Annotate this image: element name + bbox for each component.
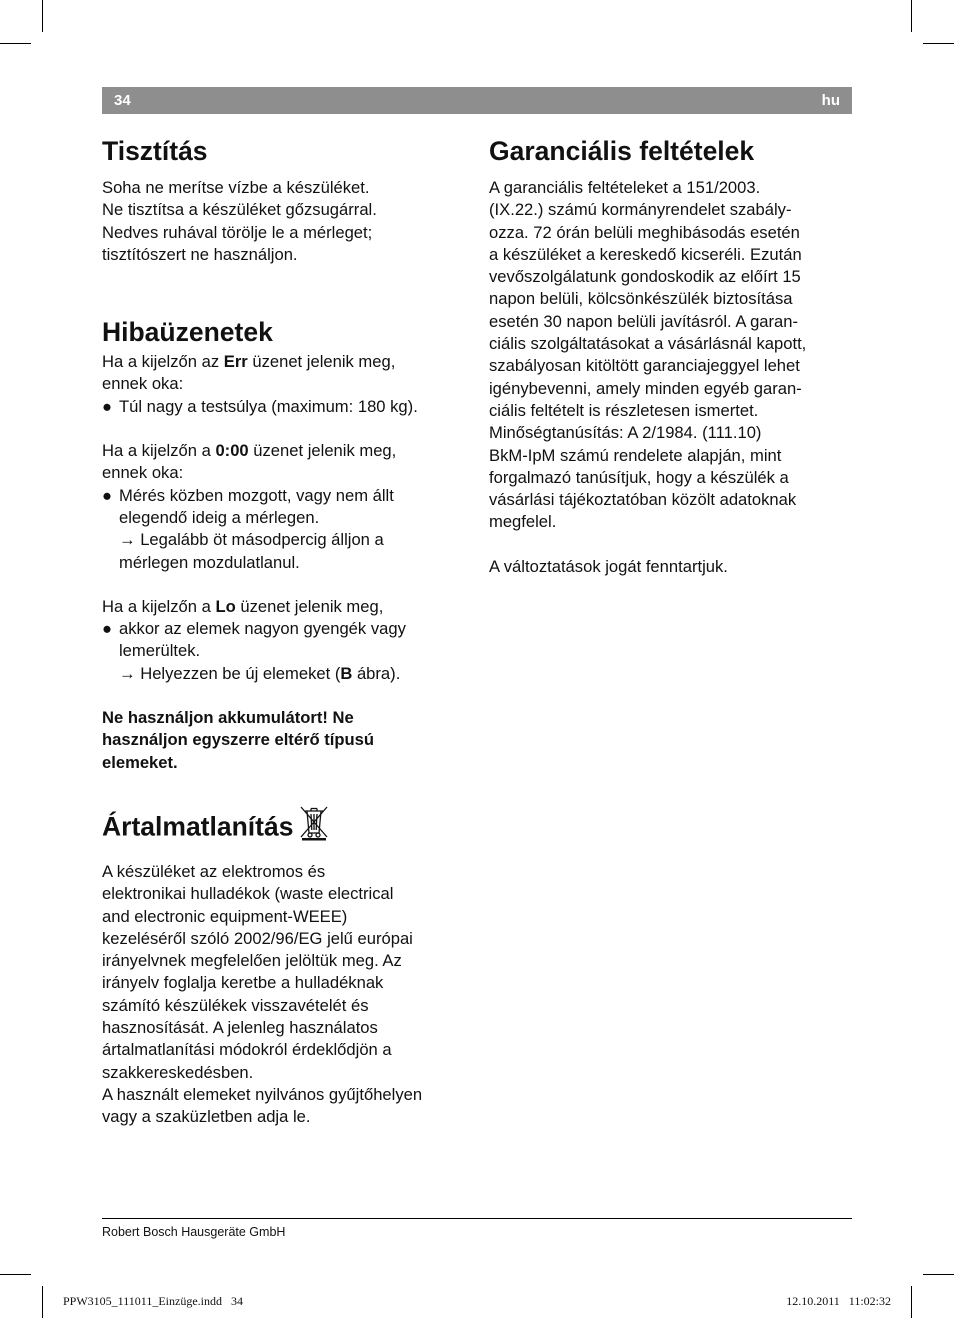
bullet-icon: ● [102,619,113,639]
warranty-line: BkM-IpM számú rendelete alapján, mint [489,445,782,465]
errors-section [102,316,462,774]
slug-file: PPW3105_111011_Einzüge.indd 34 [63,1294,243,1308]
crop-mark [911,0,912,32]
lo-bullet: ● akkor az elemek nagyon gyengék vagy [102,618,462,640]
lo-code: Lo [215,596,236,616]
err-intro: Ha a kijelzőn az Err üzenet jelenik meg, [102,352,396,372]
disposal-line: irányelv foglalja keretbe a hulladéknak [102,973,384,993]
warranty-section [489,135,851,578]
cleaning-line: Ne tisztítsa a készüléket gőzsugárral. [102,200,377,220]
warranty-line: esetén 30 napon belüli javításról. A garan- [489,311,799,331]
crop-mark [0,43,31,44]
warranty-line: A garanciális feltételeket a 151/2003. [489,178,761,197]
crop-mark [0,1274,31,1275]
warranty-line: ozza. 72 órán belüli meghibásodás esetén [489,222,800,242]
warranty-line: forgalmazó tanúsítjuk, hogy a készülék a [489,467,789,487]
crop-mark [42,0,43,32]
err-cause: ennek oka: [102,374,184,394]
figure-ref: B [340,663,353,683]
disposal-line: elektronikai hulladékok (waste electrical [102,884,394,904]
errors-title: Hibaüzenetek [102,317,273,348]
disposal-line: ártalmatlanítási módokról érdeklődjön a [102,1040,392,1060]
disposal-line: kezeléséről szóló 2002/96/EG jelű európai [102,928,413,948]
right-column [489,135,851,578]
disposal-section [102,809,462,1129]
disposal-line: szakkereskedésben. [102,1062,254,1082]
cleaning-section [102,135,462,266]
disposal-line: A használt elemeket nyilvános gyűjtőhelyen [102,1084,423,1104]
battery-warning: Ne használjon akkumulátort! Ne használjon egyszerre eltérő típusú elemeket. [102,708,375,772]
disposal-line: vagy a szaküzletben adja le. [102,1107,311,1127]
page-header-bar [102,87,852,114]
warranty-line: a készüléket a kereskedő kicseréli. Ezután [489,244,802,264]
warranty-title: Garanciális feltételek [489,136,755,166]
zero-remedy: → Legalább öt másodpercig álljon a [119,530,384,550]
cleaning-line: Soha ne merítse vízbe a készüléket. [102,178,370,197]
left-column [102,135,462,1129]
disposal-line: and electronic equipment-WEEE) [102,906,348,926]
warranty-line: vevőszolgálatunk gondoskodik az előírt 15 [489,267,801,287]
cleaning-line: Nedves ruhával törölje le a mérleget; [102,222,373,242]
warranty-closing: A változtatások jogát fenntartjuk. [489,556,728,576]
crop-mark [923,43,954,44]
crop-mark [923,1274,954,1275]
zero-cause: ennek oka: [102,463,184,483]
warranty-line: napon belüli, kölcsönkészülék biztosítása [489,289,793,309]
warranty-line: igénybevenni, amely minden egyéb garan- [489,378,802,398]
err-code: Err [223,352,248,372]
lo-intro: Ha a kijelzőn a Lo üzenet jelenik meg, [102,596,384,616]
disposal-line: hasznosítását. A jelenleg használatos [102,1018,378,1038]
disposal-title: Ártalmatlanítás [102,809,462,848]
warranty-line: (IX.22.) számú kormányrendelet szabály- [489,200,792,220]
disposal-line: A készüléket az elektromos és [102,861,326,881]
page-number: 34 [114,92,131,109]
warranty-line: ciális feltételt is részletesen ismertet. [489,400,759,420]
cleaning-line: tisztítószert ne használjon. [102,244,298,264]
crop-mark [911,1286,912,1318]
zero-intro: Ha a kijelzőn a 0:00 üzenet jelenik meg, [102,441,397,461]
zero-code: 0:00 [215,441,249,461]
crossed-out-wheelie-bin-icon [299,803,329,848]
warranty-line: szabályosan kitöltött garanciajeggyel lehet [489,356,800,376]
footer-divider [102,1218,852,1219]
cleaning-title: Tisztítás [102,136,208,166]
language-code: hu [821,92,840,109]
zero-bullet: ● Mérés közben mozgott, vagy nem állt [102,485,462,507]
bullet-icon: ● [102,485,113,505]
footer-company: Robert Bosch Hausgeräte GmbH [102,1225,286,1239]
slug-timestamp: 12.10.2011 11:02:32 [786,1294,891,1308]
disposal-line: irányelvnek megfelelően jelöltük meg. Az [102,951,402,971]
warranty-line: ciális szolgáltatásokat a vásárlásnál kapott, [489,334,807,354]
bullet-icon: ● [102,396,113,416]
lo-bullet-cont: lemerültek. [119,641,201,661]
warranty-line: Minőségtanúsítás: A 2/1984. (111.10) [489,423,762,443]
disposal-line: számító készülékek visszavételét és [102,995,369,1015]
warranty-line: megfelel. [489,512,557,532]
zero-bullet-cont: elegendő ideig a mérlegen. [119,507,320,527]
lo-remedy: → Helyezzen be új elemeket (B ábra). [119,663,401,683]
err-bullet: ● Túl nagy a testsúlya (maximum: 180 kg). [102,396,462,418]
warranty-line: vásárlási tájékoztatóban közölt adatoknak [489,490,797,510]
zero-remedy-cont: mérlegen mozdulatlanul. [119,552,300,572]
crop-mark [42,1286,43,1318]
